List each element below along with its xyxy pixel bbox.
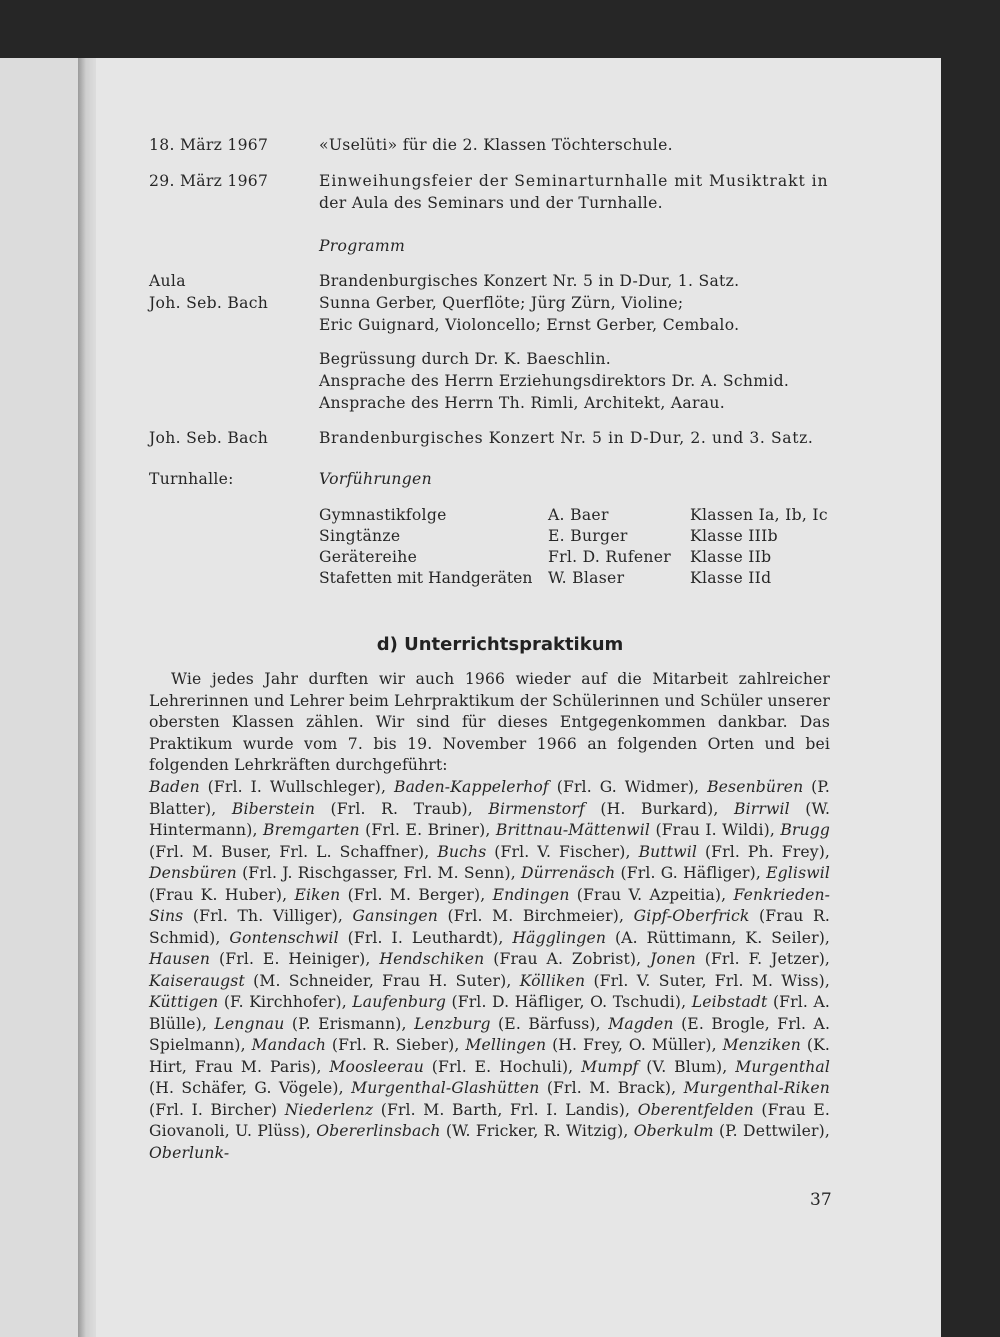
section-heading: d) Unterrichtspraktikum xyxy=(376,634,624,655)
teacher-names: (Frl. M. Buser, Frl. L. Schaffner), xyxy=(149,842,430,861)
facing-page-edge xyxy=(0,58,78,1337)
place-name: Murgenthal-Riken xyxy=(683,1079,830,1097)
place-name: Hägglingen xyxy=(512,928,607,947)
performance-item: Singtänze xyxy=(319,527,401,545)
place-name: Gontenschwil xyxy=(229,928,339,947)
teacher-names: (H. Schäfer, G. Vögele), xyxy=(149,1079,344,1097)
place-name: Oberkulm xyxy=(633,1122,714,1140)
teacher-names: (H. Burkard), xyxy=(600,799,719,818)
teacher-names: (Frl. V. Fischer), xyxy=(494,842,631,861)
teacher-names: (A. Rüttimann, K. Seiler), xyxy=(614,928,831,947)
place-name: Hendschiken xyxy=(379,950,485,968)
teacher-names: (Frl. M. Berger), xyxy=(347,885,486,904)
teacher-names: (Frl. J. Rischgasser, Frl. M. Senn), xyxy=(242,864,516,882)
program-label: Turnhalle: xyxy=(149,470,234,488)
place-name: Obererlinsbach xyxy=(316,1122,441,1140)
performance-item: Gymnastikfolge xyxy=(319,506,447,524)
performance-leader: W. Blaser xyxy=(548,569,625,587)
places-paragraph xyxy=(149,777,830,1164)
performance-classes: Klasse IIb xyxy=(690,548,772,566)
teacher-names: (Frl. I. Bircher) xyxy=(149,1100,278,1119)
teacher-names: (Frl. R. Traub), xyxy=(330,799,473,818)
place-name: Lengnau xyxy=(214,1014,285,1033)
place-name: Biberstein xyxy=(231,799,316,818)
teacher-names: (Frl. V. Suter, Frl. M. Wiss), xyxy=(593,971,830,990)
teacher-names: (P. Blatter), xyxy=(149,778,830,818)
place-name: Egliswil xyxy=(766,864,830,882)
place-name: Dürrenäsch xyxy=(521,864,616,882)
teacher-names: (E. Bärfuss), xyxy=(498,1014,601,1033)
intro-paragraph: Wie jedes Jahr durften wir auch 1966 wieder auf die Mitarbeit zahlreicher Lehrerinnen und Lehrer beim Lehrpraktikum der Schülerinnen und Schüler unserer obersten Klassen zählen. Wir sind für dieses Entgegenkommen dankbar. Das Praktikum wurde vom 7. bis 19. November 1966 an folgenden Orten und bei folgenden Lehrkräften durchgeführt: xyxy=(149,670,830,774)
place-name: Mellingen xyxy=(465,1036,547,1054)
place-name: Eiken xyxy=(294,885,341,904)
performance-leader: E. Burger xyxy=(548,527,628,545)
place-name: Birrwil xyxy=(734,799,790,818)
place-name: Mumpf xyxy=(581,1057,639,1076)
place-name: Kaiseraugst xyxy=(149,971,245,990)
performance-item: Gerätereihe xyxy=(319,548,418,566)
place-name: Endingen xyxy=(492,885,570,904)
teacher-names: (Frau K. Huber), xyxy=(149,885,288,904)
place-name: Birmenstorf xyxy=(488,799,585,818)
program-title: Programm xyxy=(319,237,406,255)
teacher-names: (F. Kirchhofer), xyxy=(223,993,347,1011)
place-name: Moosleerau xyxy=(329,1057,424,1076)
place-name: Laufenburg xyxy=(352,993,446,1011)
teacher-names: (Frau I. Wildi), xyxy=(655,821,775,839)
book-gutter xyxy=(78,58,98,1337)
performance-classes: Klasse IId xyxy=(690,569,772,587)
place-name: Brugg xyxy=(780,821,830,839)
teacher-names: (Frl. Ph. Frey), xyxy=(704,842,831,861)
place-name: Oberentfelden xyxy=(637,1100,754,1119)
teacher-names: (Frl. G. Widmer), xyxy=(556,778,700,796)
page-number: 37 xyxy=(810,1190,832,1210)
place-name: Menziken xyxy=(722,1036,801,1054)
teacher-names: (M. Schneider, Frau H. Suter), xyxy=(253,971,512,990)
event-text: Einweihungsfeier der Seminarturnhalle mit Musiktrakt in xyxy=(319,172,829,190)
teacher-names: (Frl. I. Wullschleger), xyxy=(207,778,387,796)
teacher-names: (Frl. I. Leuthardt), xyxy=(347,928,504,947)
place-name: Baden xyxy=(149,778,200,796)
event-text: der Aula des Seminars und der Turnhalle. xyxy=(319,194,663,212)
place-name: Oberlunk- xyxy=(149,1143,230,1162)
place-name: Bremgarten xyxy=(263,821,360,839)
performance-classes: Klassen Ia, Ib, Ic xyxy=(690,506,828,524)
teacher-names: (V. Blum), xyxy=(646,1057,728,1076)
program-label: Joh. Seb. Bach xyxy=(149,294,269,312)
teacher-names: (Frl. F. Jetzer), xyxy=(704,950,831,968)
teacher-names: (Frl. E. Heiniger), xyxy=(219,950,371,968)
place-name: Baden-Kappelerhof xyxy=(394,778,549,796)
place-name: Gansingen xyxy=(352,907,438,925)
place-name: Murgenthal xyxy=(735,1057,831,1076)
performance-leader: A. Baer xyxy=(548,506,609,524)
place-name: Niederlenz xyxy=(284,1100,374,1119)
teacher-names: (Frl. A. Blülle), xyxy=(149,993,831,1033)
program-line: Ansprache des Herrn Erziehungsdirektors Dr. A. Schmid. xyxy=(319,372,790,390)
performance-item: Stafetten mit Handgeräten xyxy=(319,569,533,587)
place-name: Gipf-Oberfrick xyxy=(633,907,750,925)
teacher-names: (Frl. E. Hochuli), xyxy=(431,1057,574,1076)
teacher-names: (W. Fricker, R. Witzig), xyxy=(445,1122,629,1140)
place-name: Buchs xyxy=(437,842,487,861)
teacher-names: (W. Hintermann), xyxy=(149,799,831,839)
teacher-names: (Frl. M. Barth, Frl. I. Landis), xyxy=(380,1100,631,1119)
teacher-names: (Frl. M. Birchmeier), xyxy=(447,907,625,925)
place-name: Leibstadt xyxy=(691,993,768,1011)
program-line: Begrüssung durch Dr. K. Baeschlin. xyxy=(319,350,612,368)
teacher-names: (Frau V. Azpeitia), xyxy=(576,885,727,904)
teacher-names: (Frau E. Giovanoli, U. Plüss), xyxy=(149,1100,831,1140)
teacher-names: (P. Dettwiler), xyxy=(718,1122,830,1140)
place-name: Fenkrieden-Sins xyxy=(149,885,831,925)
program-line: Eric Guignard, Violoncello; Ernst Gerber, Cembalo. xyxy=(319,316,740,334)
teacher-names: (Frl. Th. Villiger), xyxy=(192,907,343,925)
place-name: Brittnau-Mättenwil xyxy=(495,821,651,839)
place-name: Densbüren xyxy=(149,864,237,882)
place-name: Küttigen xyxy=(149,993,219,1011)
teacher-names: (P. Erismann), xyxy=(291,1014,407,1033)
program-line: Sunna Gerber, Querflöte; Jürg Zürn, Violine; xyxy=(319,294,684,312)
teacher-names: (H. Frey, O. Müller), xyxy=(552,1036,717,1054)
place-name: Murgenthal-Glashütten xyxy=(351,1079,540,1097)
program-line: Brandenburgisches Konzert Nr. 5 in D-Dur, 2. und 3. Satz. xyxy=(319,429,814,447)
place-name: Mandach xyxy=(251,1036,327,1054)
program-label: Joh. Seb. Bach xyxy=(149,429,269,447)
teacher-names: (Frau R. Schmid), xyxy=(149,907,831,947)
place-name: Buttwil xyxy=(638,842,697,861)
program-line: Brandenburgisches Konzert Nr. 5 in D-Dur, 1. Satz. xyxy=(319,272,740,290)
event-date: 18. März 1967 xyxy=(149,136,269,154)
event-date: 29. März 1967 xyxy=(149,172,269,190)
place-name: Kölliken xyxy=(519,971,586,990)
teacher-names: (Frl. D. Häfliger, O. Tschudi), xyxy=(451,993,687,1011)
teacher-names: (Frl. M. Brack), xyxy=(546,1079,677,1097)
teacher-names: (K. Hirt, Frau M. Paris), xyxy=(149,1036,831,1076)
teacher-names: (Frau A. Zobrist), xyxy=(493,950,642,968)
program-line: Ansprache des Herrn Th. Rimli, Architekt, Aarau. xyxy=(319,394,725,412)
teacher-names: (Frl. G. Häfliger), xyxy=(620,864,761,882)
performance-classes: Klasse IIIb xyxy=(690,527,778,545)
event-text: «Uselüti» für die 2. Klassen Töchterschule. xyxy=(319,136,673,154)
teacher-names: (Frl. R. Sieber), xyxy=(331,1036,460,1054)
place-name: Hausen xyxy=(149,950,211,968)
teacher-names: (E. Brogle, Frl. A. Spielmann), xyxy=(149,1014,831,1054)
place-name: Jonen xyxy=(650,950,696,968)
program-label: Aula xyxy=(149,272,186,290)
teacher-names: (Frl. E. Briner), xyxy=(365,821,491,839)
place-name: Magden xyxy=(608,1014,674,1033)
place-name: Lenzburg xyxy=(414,1014,491,1033)
place-name: Besenbüren xyxy=(707,778,804,796)
performance-leader: Frl. D. Rufener xyxy=(548,548,672,566)
performances-title: Vorführungen xyxy=(319,470,432,488)
